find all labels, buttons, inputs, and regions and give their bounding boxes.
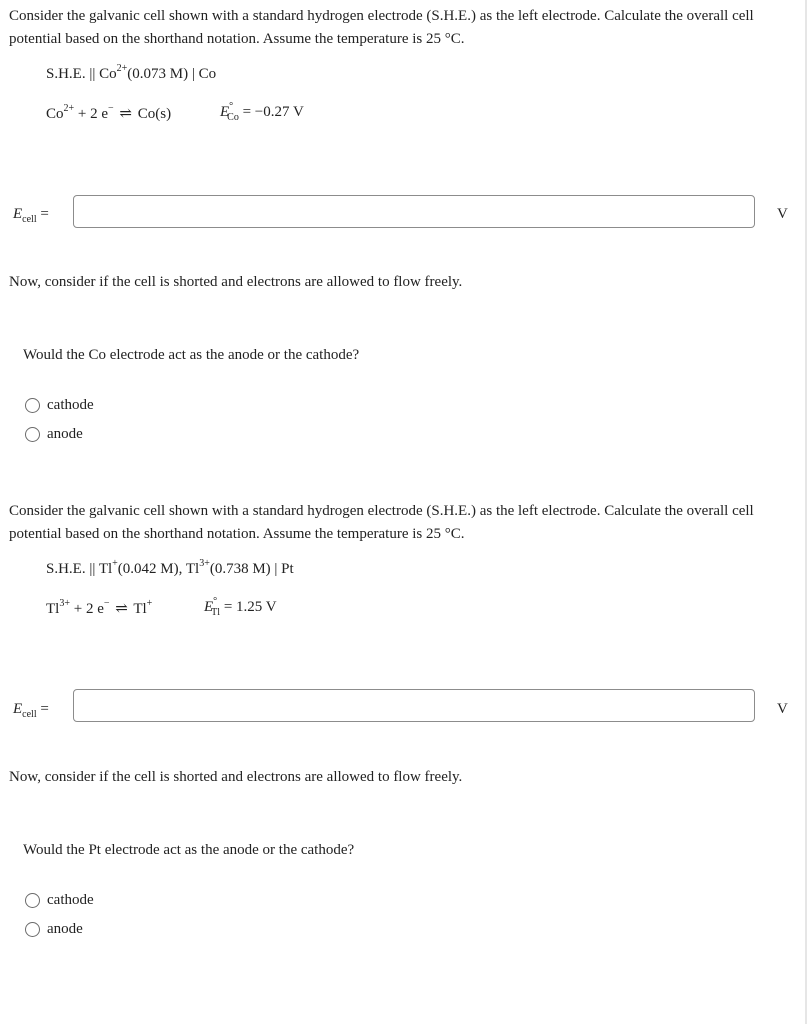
radio-button[interactable] bbox=[25, 398, 40, 413]
q1-prompt: Consider the galvanic cell shown with a standard hydrogen electrode (S.H.E.) as the left electrode. Calculate the overall cell potential based on the shorthand notation. Assume the temperature is 25 °C. bbox=[9, 8, 754, 47]
q1-ecell-input[interactable] bbox=[73, 195, 755, 228]
q1-unit-label: V bbox=[777, 206, 788, 222]
equilibrium-arrow-icon: ⇌ bbox=[119, 106, 132, 122]
option-label: cathode bbox=[47, 397, 94, 413]
q2-option-anode[interactable] bbox=[25, 921, 83, 938]
option-label: cathode bbox=[47, 892, 94, 908]
q2-half-reaction: $Tl^{3+} + 2$ e− ⇌ Tl+ bbox=[46, 598, 153, 617]
q1-half-reaction: $Co^{2+} + 2$ e− ⇌ Co(s) bbox=[46, 103, 172, 122]
equilibrium-arrow-icon: ⇌ bbox=[115, 601, 128, 617]
q2-ecell-label: $E_{cell}$ = bbox=[13, 701, 49, 720]
q1-option-cathode[interactable] bbox=[25, 397, 94, 414]
q2-ecell-input[interactable] bbox=[73, 689, 755, 722]
q2-shorted-text: Now, consider if the cell is shorted and electrons are allowed to flow freely. bbox=[9, 769, 463, 785]
q2-standard-potential: $E^\circ_{Tl} = 1.25$ V bbox=[204, 596, 277, 618]
q1-cell-notation: S.H.E. || $Co^{2+}(0.073$ M) | Co bbox=[46, 63, 217, 82]
option-label: anode bbox=[47, 426, 83, 442]
q1-shorted-text: Now, consider if the cell is shorted and electrons are allowed to flow freely. bbox=[9, 274, 463, 290]
q2-electrode-question: Would the Pt electrode act as the anode or the cathode? bbox=[23, 842, 355, 858]
option-label: anode bbox=[47, 921, 83, 937]
q1-electrode-question: Would the Co electrode act as the anode or the cathode? bbox=[23, 347, 360, 363]
q2-cell-notation: S.H.E. || Tl+(0.042 M), $Tl^{3+}(0.738$ M) | Pt bbox=[46, 558, 294, 577]
q2-unit-label: V bbox=[777, 701, 788, 717]
radio-button[interactable] bbox=[25, 922, 40, 937]
radio-button[interactable] bbox=[25, 427, 40, 442]
q1-option-anode[interactable] bbox=[25, 426, 83, 443]
q2-option-cathode[interactable] bbox=[25, 892, 94, 909]
q1-ecell-label: $E_{cell}$ = bbox=[13, 206, 49, 225]
q2-prompt: Consider the galvanic cell shown with a standard hydrogen electrode (S.H.E.) as the left electrode. Calculate the overall cell potential based on the shorthand notation. Assume the temperature is 25 °C. bbox=[9, 503, 754, 542]
q1-standard-potential: $E^\circ_{Co} = -0.27$ V bbox=[220, 101, 304, 123]
radio-button[interactable] bbox=[25, 893, 40, 908]
